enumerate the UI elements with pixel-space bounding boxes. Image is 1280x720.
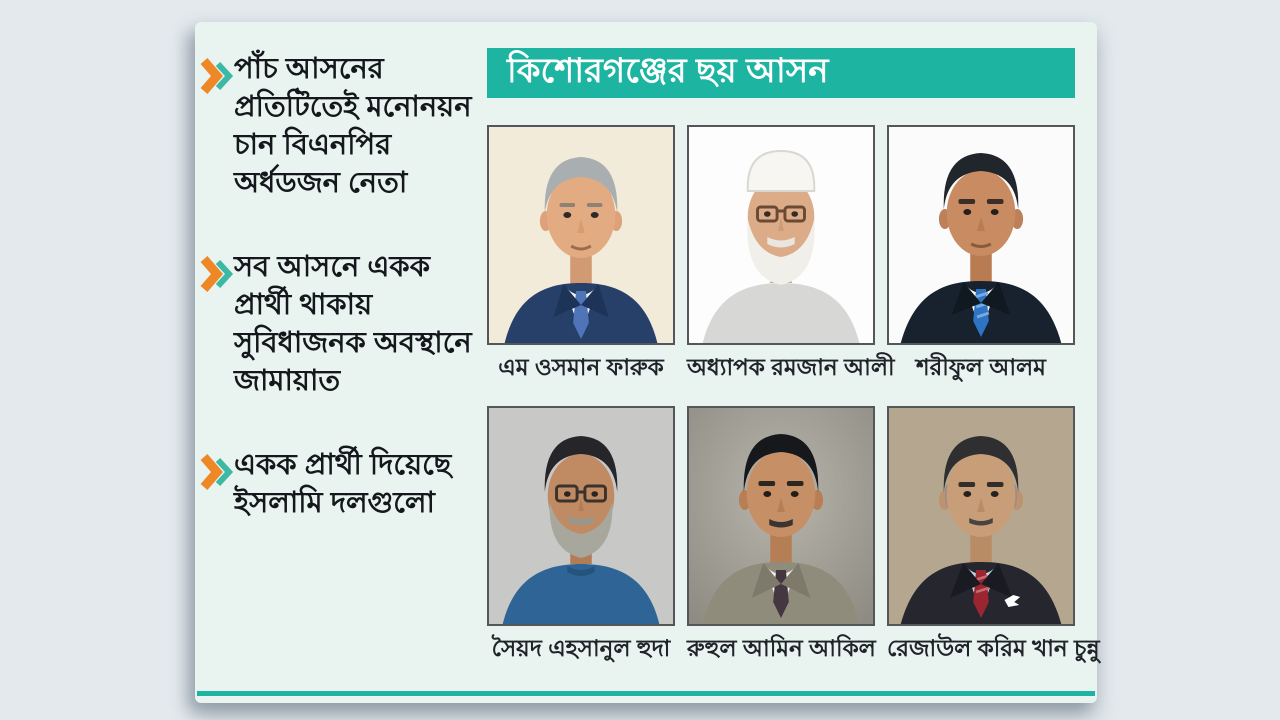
bullet-text: পাঁচ আসনের প্রতিটিতেই মনোনয়ন চান বিএনপির অর্ধডজন নেতা — [234, 53, 472, 199]
candidate-card — [887, 406, 1100, 664]
portrait-illustration — [889, 127, 1073, 343]
candidate-grid — [487, 125, 1100, 664]
candidate-name: রুহুল আমিন আকিল — [687, 635, 876, 661]
candidate-card — [487, 125, 675, 383]
candidate-photo — [687, 125, 875, 345]
candidate-name: অধ্যাপক রমজান আলী — [687, 354, 895, 380]
portrait-illustration — [689, 408, 873, 624]
candidate-name: সৈয়দ এহসানুল হুদা — [491, 635, 671, 661]
chevron-bullet-icon — [200, 453, 234, 491]
bullet-list — [200, 50, 482, 568]
infographic-card — [195, 22, 1100, 703]
bullet-item — [200, 446, 482, 522]
candidate-card — [687, 125, 895, 383]
candidate-photo — [687, 406, 875, 626]
portrait-illustration — [489, 127, 673, 343]
portrait-illustration — [889, 408, 1073, 624]
candidate-photo — [887, 125, 1075, 345]
chevron-bullet-icon — [200, 255, 234, 293]
candidate-photo — [487, 406, 675, 626]
bullet-text: একক প্রার্থী দিয়েছে ইসলামি দলগুলো — [234, 449, 452, 519]
photo-panel — [487, 48, 1100, 664]
candidate-name: শরীফুল আলম — [916, 354, 1046, 380]
candidate-card — [687, 406, 875, 664]
card-bottom-accent — [197, 691, 1095, 696]
candidate-photo — [487, 125, 675, 345]
portrait-illustration — [489, 408, 673, 624]
chevron-bullet-icon — [200, 57, 234, 95]
candidate-photo — [887, 406, 1075, 626]
candidate-name: রেজাউল করিম খান চুন্নু — [887, 635, 1100, 661]
bullet-text: সব আসনে একক প্রার্থী থাকায় সুবিধাজনক অবস্থানে জামায়াত — [234, 251, 472, 397]
candidate-card — [887, 125, 1075, 383]
bullet-item — [200, 50, 482, 202]
portrait-illustration — [689, 127, 873, 343]
candidate-card — [487, 406, 675, 664]
bullet-item — [200, 248, 482, 400]
candidate-name: এম ওসমান ফারুক — [498, 354, 664, 380]
panel-title: কিশোরগঞ্জের ছয় আসন — [487, 48, 1075, 98]
